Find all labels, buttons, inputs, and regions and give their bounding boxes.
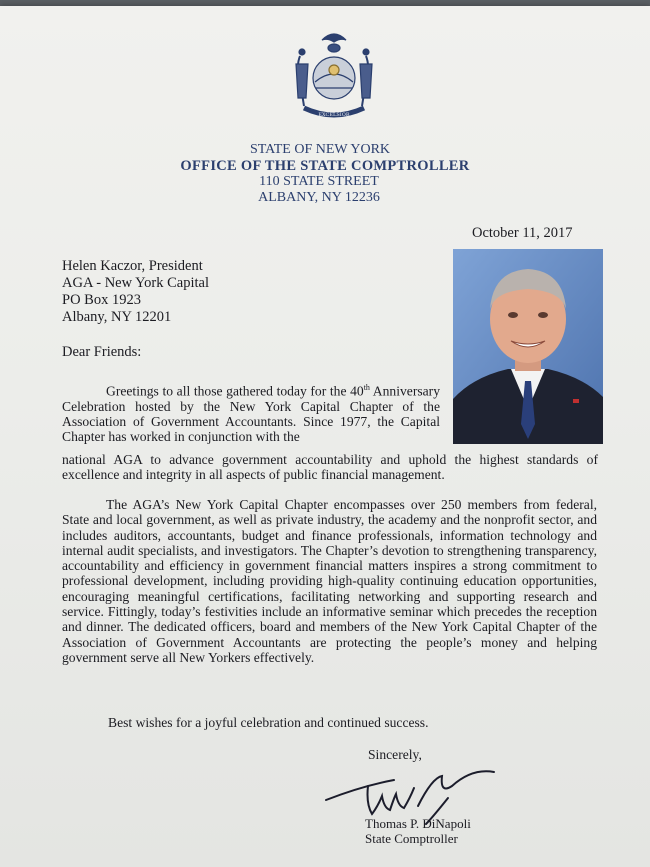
new-york-state-seal: [286, 26, 382, 126]
letterhead-state: STATE OF NEW YORK: [249, 142, 391, 157]
letter-date: October 11, 2017: [472, 225, 573, 241]
ordinal-suffix: th: [363, 383, 370, 392]
paragraph-1-intro: Greetings to all those gathered today for the 40: [106, 383, 364, 399]
paragraph-2-text: The AGA’s New York Capital Chapter encompasses over 250 members from federal, State and local government, as well as private industry, the academy and the nonprofit sector, and includes auditors, accountants, budget and finance professionals, information technology and internal audit specialists, and investigators. The Chapter’s devotion to strengthening transparency, accountability and efficiency in government financial matters inspires a strong commitment to professional development, including providing high-quality continuing education opportunities, encouraging meaningful certifications, facilitating networking and supporting research and service. Fittingly, today’s festivities include an informative seminar which precedes the reception and dinner. The dedicated officers, board and members of the New York Capital Chapter of the Association of Government Accountants are protecting the people’s money and helping government serve all New Yorkers effectively.: [62, 497, 597, 665]
recipient-line: Helen Kaczor, President: [62, 258, 203, 274]
paragraph-1-continued: national AGA to advance government accountability and uphold the highest standards of excellence and integrity in all aspects of public financial management.: [62, 452, 598, 483]
paragraph-1: [62, 380, 440, 445]
salutation: Dear Friends:: [62, 344, 142, 360]
closing-wishes: Best wishes for a joyful celebration and continued success.: [108, 715, 429, 730]
seal-motto: EXCELSIOR: [318, 112, 350, 118]
signer-name: Thomas P. DiNapoli: [365, 816, 471, 831]
letterhead-street: 110 STATE STREET: [259, 174, 379, 189]
letterhead-office: OFFICE OF THE STATE COMPTROLLER: [180, 158, 470, 174]
paragraph-1-rest: Anniversary Celebration hosted by the New York Capital Chapter of the Association of Government Accountants. Since 1977, the Capital Chapter has worked in conjunction with the: [62, 383, 440, 445]
recipient-line: PO Box 1923: [62, 292, 141, 308]
portrait-photo: [453, 249, 603, 444]
closing-sincerely: Sincerely,: [368, 747, 422, 762]
letter-page: [0, 6, 650, 867]
signer-title: State Comptroller: [365, 831, 458, 846]
paragraph-2: [62, 497, 597, 665]
letterhead-city: ALBANY, NY 12236: [258, 190, 380, 205]
recipient-line: AGA - New York Capital: [62, 275, 210, 291]
recipient-line: Albany, NY 12201: [62, 309, 172, 325]
